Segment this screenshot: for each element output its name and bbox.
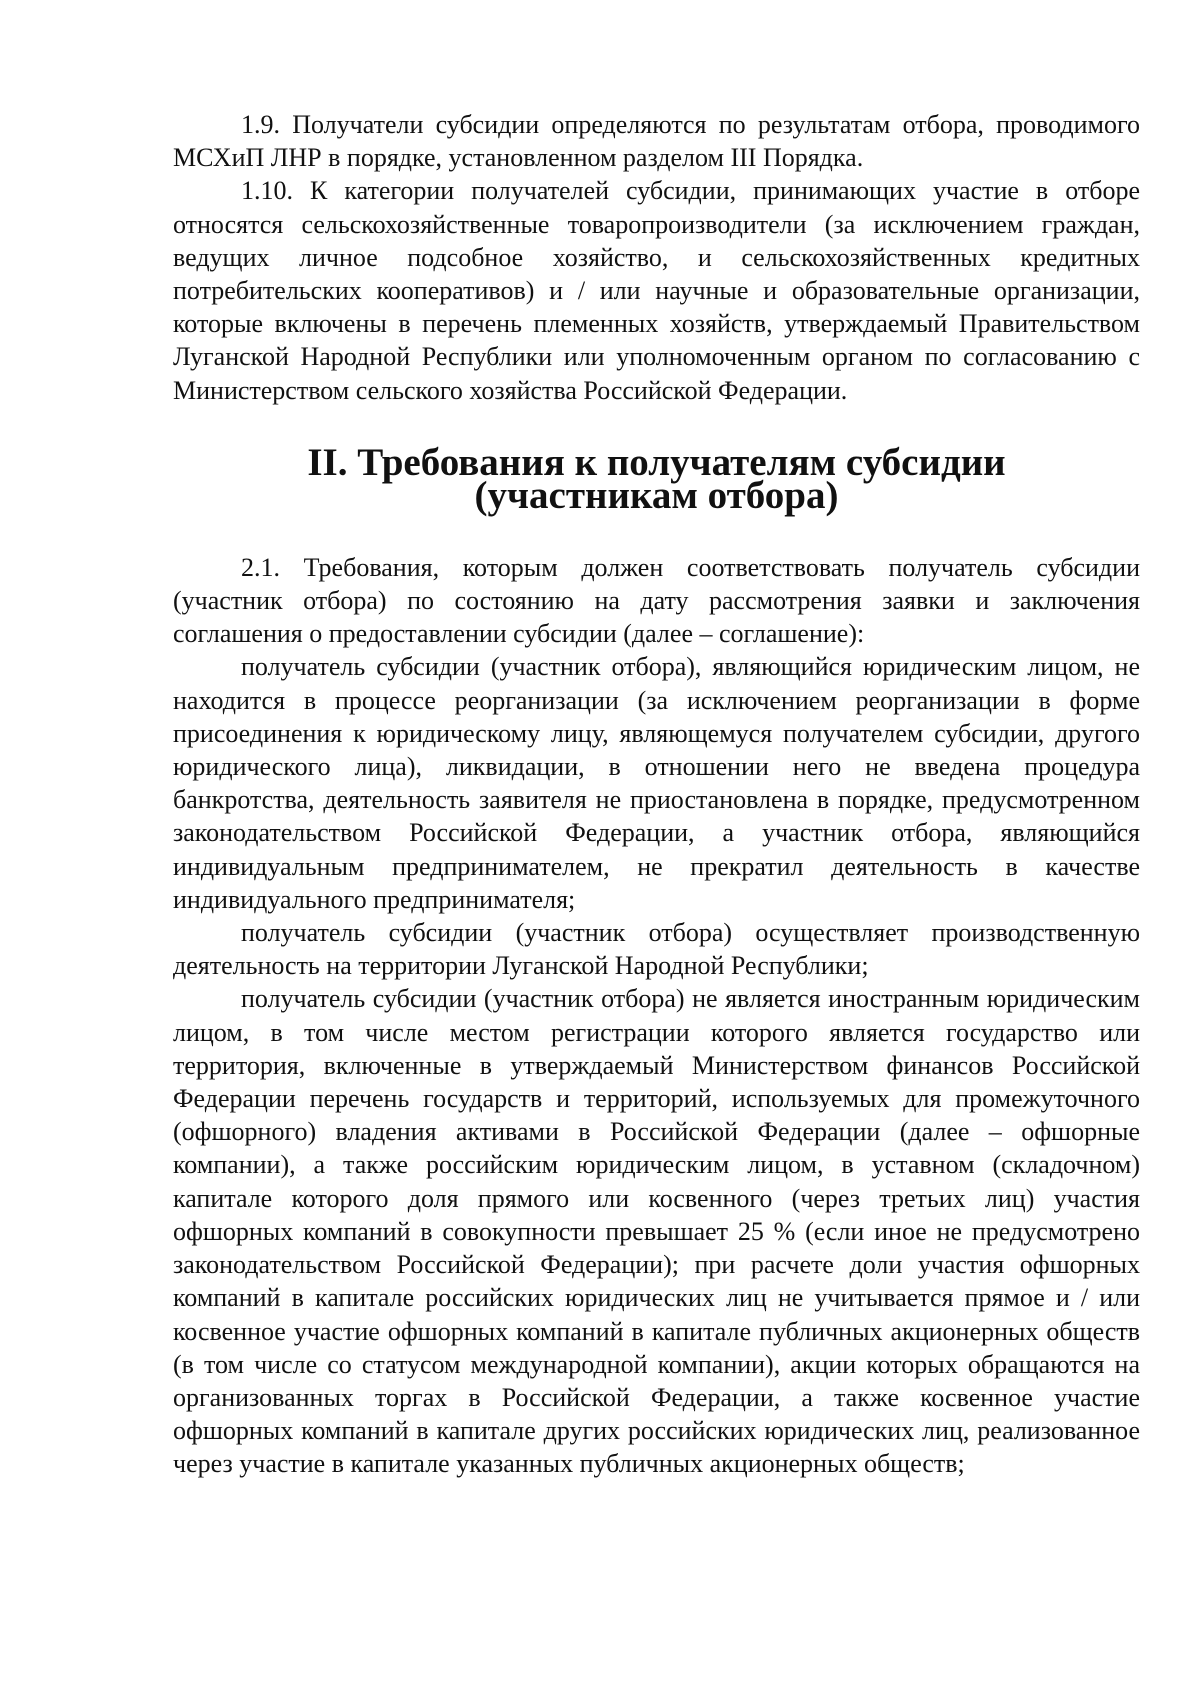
section-title-line-1: II. Требования к получателям субсидии xyxy=(307,440,1006,484)
requirement-not-offshore: получатель субсидии (участник отбора) не является иностранным юридическим лицом, в том числе местом регистрации которого является государство или территория, включенные в утверждаемый Министерством финансов Российской Федерации перечень государств и территорий, используемых для промежуточного (офшорного) владения активами в Российской Федерации (далее – офшорные компании), а также российским юридическим лицом, в уставном (складочном) капитале которого доля прямого или косвенного (через третьих лиц) участия офшорных компаний в совокупности превышает 25 % (если иное не предусмотрено законодательством Российской Федерации); при расчете доли участия офшорных компаний в капитале российских юридических лиц не учитывается прямое и / или косвенное участие офшорных компаний в капитале публичных акционерных обществ (в том числе со статусом международной компании), акции которых обращаются на организованных торгах в Российской Федерации, а также косвенное участие офшорных компаний в капитале других российских юридических лиц, реализованное через участие в капитале указанных публичных акционерных обществ; xyxy=(173,984,1140,1479)
document-page xyxy=(173,108,1140,1481)
section-heading xyxy=(173,440,1140,517)
paragraph-1-10: 1.10. К категории получателей субсидии, принимающих участие в отборе относятся сельскохозяйственные товаропроизводители (за исключением граждан, ведущих личное подсобное хозяйство, и сельскохозяйственных кредитных потребительских кооперативов) и / или научные и образовательные организации, которые включены в перечень племенных хозяйств, утверждаемый Правительством Луганской Народной Республики или уполномоченным органом по согласованию с Министерством сельского хозяйства Российской Федерации. xyxy=(173,176,1140,405)
paragraph-2-1: 2.1. Требования, которым должен соответствовать получатель субсидии (участник отбора) по состоянию на дату рассмотрения заявки и заключения соглашения о предоставлении субсидии (далее – соглашение): xyxy=(173,552,1140,649)
section-title-line-2: (участникам отбора) xyxy=(474,473,839,517)
paragraph-1-9: 1.9. Получатели субсидии определяются по результатам отбора, проводимого МСХиП ЛНР в порядке, установленном разделом III Порядка. xyxy=(173,110,1140,173)
requirement-territory: получатель субсидии (участник отбора) осуществляет производственную деятельность на территории Луганской Народной Республики; xyxy=(173,918,1140,981)
requirement-no-reorganization: получатель субсидии (участник отбора), являющийся юридическим лицом, не находится в процессе реорганизации (за исключением реорганизации в форме присоединения к юридическому лицу, являющемуся получателем субсидии, другого юридического лица), ликвидации, в отношении него не введена процедура банкротства, деятельность заявителя не приостановлена в порядке, предусмотренном законодательством Российской Федерации, а участник отбора, являющийся индивидуальным предпринимателем, не прекратил деятельность в качестве индивидуального предпринимателя; xyxy=(173,652,1140,914)
